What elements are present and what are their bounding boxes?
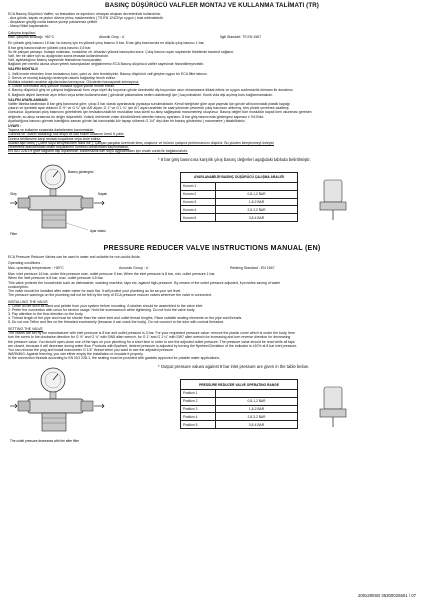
tr-pressure-table — [180, 172, 298, 222]
table-row — [181, 397, 298, 405]
en-table-header: PRESSURE REDUCER VALVE OPERATING RANGE — [181, 380, 298, 389]
tr-table-header: AYARLANABİLİR BASINÇ DÜŞÜRÜCÜ ÇALIŞMA ARALIĞI — [181, 173, 298, 182]
en-install-step: 3. Pay attention to the flow direction on the body. — [8, 312, 84, 317]
en-figure-row — [8, 362, 416, 458]
table-cell: Position 3 — [181, 405, 216, 413]
en-conditions-title: Operating conditions : — [8, 261, 43, 266]
tr-install-step: 2. Servis ve montaj kolaylığı nedeniyle rakorlu bağlantıyı tercih ediniz. — [8, 75, 116, 80]
table-cell: 0,8-1,2 BAR — [216, 190, 298, 198]
tr-intro — [8, 12, 416, 29]
fig-label-gauge: Basınç göstergesi — [68, 170, 94, 175]
en-usage — [8, 272, 416, 297]
table-cell: Konum 3 — [181, 198, 216, 206]
tr-install-step: 4. Basınç düşürücü giriş ve çıkışına bağlanacak boru veya nipel diş boyunun gövde üzerindeki diş boyundan uzun olmamasına dikkat ediniz ve uygun sızdırmazlık elemanı ile donatınız. — [8, 88, 294, 93]
tr-adjust — [8, 102, 416, 123]
fig-label-note: The outlet pressure decreases with the after filter — [10, 439, 80, 444]
en-usage-line: The pressure warnings on the plumbing will not be felt by the help of ECA pressure reducer valves wherever the valve is connected. — [8, 293, 212, 297]
table-cell — [216, 389, 298, 397]
document-code: 200x280SB 35300026601 / 07 — [357, 593, 416, 598]
en-spec-temp: Max. operating temperature : +80°C — [8, 265, 64, 270]
tr-spec-standard: İlgili Standart: TS EN 1567 — [219, 34, 262, 39]
tr-usage-line: 8 bar giriş basıncında en yüksek çıkış basıncı 4,5 bar. — [8, 45, 92, 50]
table-cell: 1,8-2 BAR — [216, 405, 298, 413]
tr-warning-line: Taşıma ve kullanım sırasında darbelerden korunmalıdır. — [8, 128, 95, 133]
en-spec-acoustic: Acoustic Group : U — [118, 265, 149, 270]
en-install — [8, 304, 416, 325]
valve-diagram-tr — [8, 155, 148, 240]
tr-adjust-line: Ayarladığınız basıncı görmek istediğiniz zaman gövde üst kısmındaki kör tapayı sökerek G 1/4" dişi olan bir basınç göstericisi ( manometre ) takabilirsiniz. — [8, 118, 246, 123]
table-row — [181, 421, 298, 429]
tr-adjust-line: değerdir; su akışı sırasında bu değer düşecektir. Volanlı ürünlerde volan döndürülerek istenilen basınç ayarlanır. 8 bar giriş basıncında göstergesi sapması ± %10'dur. — [8, 114, 265, 119]
en-table-block — [148, 362, 356, 458]
en-install-title: INSTALLING THE VALVE — [8, 299, 48, 304]
tr-warnings — [8, 128, 416, 153]
table-row — [181, 214, 298, 222]
table-cell: Position 1 — [181, 389, 216, 397]
tr-table-note: * 8 bar giriş basıncına karşılık çıkış basınç değerleri aşağıdaki tabloda belirtilmiştir. — [158, 157, 311, 163]
en-setting-title: SETTING THE VALVE — [8, 327, 43, 332]
tr-intro-line: - Akışkanın geçtiği conta basma yüzeyi paslanmaz çeliktir. — [8, 19, 98, 24]
table-row — [181, 190, 298, 198]
tr-install — [8, 72, 416, 97]
tr-spec-temp: Max. çalışma sıcaklığı: +80°C — [8, 34, 55, 39]
table-row — [181, 206, 298, 214]
tr-figure-row — [8, 155, 416, 240]
adjustment-knob-icon — [310, 176, 356, 222]
table-cell: 3,8-4 BAR — [216, 421, 298, 429]
tr-intro-line: ECA Basınç Düşürücü Valfler; su tesisatları ve aşındırıcı olmayan akışkan devrelerinde kullanılırlar. — [8, 11, 162, 16]
en-pressure-table — [180, 379, 298, 429]
table-cell: Position 2 — [181, 397, 216, 405]
tr-usage — [8, 41, 416, 66]
valve-diagram-en — [8, 362, 148, 458]
tr-adjust-line: olursunuz. Ayarlanan çıkış basıncını görebilmek için tesisatınızdaki bir musluktan kısa süreli su akışı sağlayarak manometreyi okuyunuz. Basınç değeri tüm musluklar kapalı iken okunması gereken — [8, 110, 312, 115]
en-install-step: 4. Thread length of the pipe and must be shorter than the valve inlet and outlet thread lengths. Place suitable sealing elements on the pipe and threads. — [8, 316, 243, 321]
fig-label-inlet: Giriş — [10, 192, 17, 197]
tr-warning-line: Donma tehlikesine karşı tesisatı boşaltınız veya izole ediniz. — [8, 136, 101, 141]
en-setting-line: turn the screw to the clockwise direction for G ½" and G ¾" with SW5 allen wrench, for G 1" and G 1 ¼" with SW7 allen wrench for increasing and turn reverse direction for decreasing — [8, 335, 291, 340]
table-cell — [216, 182, 298, 190]
tr-table-block — [148, 155, 356, 240]
fig-label-filter: Filtre — [10, 232, 18, 237]
tr-install-step: 3. Gövde üzerindeki akış yönüne mutlaka uygun yönde monte ediniz. — [8, 84, 116, 89]
table-cell: Konum 1 — [181, 182, 216, 190]
table-row — [181, 389, 298, 397]
table-cell: Konum 5 — [181, 214, 216, 222]
tr-usage-line: Bağlantı yeri nerelsi olursa olsun yeterlı basınçlardan değiştirmeniz ECA Basınç düşürücü valfler sayesinde hissedilmeyecektir. — [8, 62, 205, 67]
tr-install-title: VALFİN MONTAJI — [8, 67, 38, 72]
table-row — [181, 182, 298, 190]
en-usage-line: This valve protects the households such as dishwasher, washing machine, taps etc. against high-pressure. By means of the outlet pressure adjusted, it provides saving of water — [8, 280, 281, 285]
en-install-step: 2. Prefer the connection with union for service usage. Hold the screwwrench while tightening. Do not hold the valve body. — [8, 307, 196, 312]
en-intro: ECA Pressure Reducer Valves can be used in water and suitable for non-acidic fluids. — [8, 254, 141, 259]
tr-warning-line: Dezenfeks alanlarındaki ortam koşullarının kontrolü olmasından kaçınılmalıdır. — [8, 144, 130, 149]
table-cell: 2,8-3,2 BAR — [216, 206, 298, 214]
tr-adjust-title: VALFİN AYARLANMASI — [8, 97, 48, 102]
tr-install-step: 5. Bağlantı dişleri üzerinde aşırı teflon veya keten kullanımından ( gövdede çatlamalara neden olabileceği için ) kaçınılmalıdır. Konik vida dişi açılmış boru bağlanmamalıdır. — [8, 92, 274, 97]
en-setting-line: the pressure value. You should open-close one of the taps on your plumbing for a short time in order to see the adjusted outlet pressure. The pressure value should be read while all taps — [8, 339, 295, 344]
en-install-step: 1. Clean all dirt such as sand and pebble from your system before mounting. A strainer should be assembled to the valve inlet. — [8, 303, 204, 308]
table-cell: 2,8-3,2 BAR — [216, 413, 298, 421]
en-usage-line: consumption. — [8, 284, 29, 289]
adjustment-knob-icon — [310, 383, 356, 429]
en-setting — [8, 331, 416, 360]
tr-adjust-line: Valfler fabrika tarafından 8 bar giriş basıncına göre, çıkışı 3 bar olarak ayarlanarak piyasaya sunulmaktadır. Kendi isteğinize göre ayar yapmak için gövde alt kısmındaki plastik kapağı — [8, 102, 290, 107]
en-install-step: 5. Do not use Teflon and flex on the threaded excessively (because it can crack the body). Do not connect to the tube with conical threaded. — [8, 320, 225, 325]
en-setting-line: In the connection threads according to EN ISO 228-1, the sealing must be provided with gaskets approved for potable water applications. — [8, 356, 221, 361]
table-cell: 1,8-2 BAR — [216, 198, 298, 206]
tr-install-step: 1. Valfi monte etmeden önce tesisatınızı kum, çakıl vs. den temizleyiniz. Basınç düşürücü valf girişine uygun bir ECA filtre takınız. — [8, 71, 208, 76]
table-cell: Konum 4 — [181, 206, 216, 214]
tr-install-step: Mutlaka sıkarken anahtar ağızlarından kavrayınız. Gövdeden kavrayarak sıkmayınız. — [8, 80, 140, 85]
tr-usage-line: Valf, her bir daire için su ayağından sonra tesisata kullanılmalıdır. — [8, 53, 109, 58]
table-row — [181, 413, 298, 421]
table-cell: 3,8-4 BAR — [216, 214, 298, 222]
table-cell: Konum 2 — [181, 190, 216, 198]
en-usage-line: When the inlet pressure is 8 bar, max. outlet pressure 4.5 bar. — [8, 276, 104, 281]
table-cell: Position 4 — [181, 413, 216, 421]
table-cell: 0,8-1,2 BAR — [216, 397, 298, 405]
tr-adjust-line: çıkarın ve içerideki ayar vidasını G ½" ve G ¾" için A/5 alyan, G 1" ve G 1 ¼" için A/7 alyan anahtarı ile saat yönünde çevirerek çıkış basıncını arttırmış, ters yönde çevirerek azaltmış — [8, 106, 289, 111]
tr-warning-line: Gümrük ve Ticaret Bakanlığı'nca tespit ve ilan edilen kullanım ömrü 5 yıldır. — [8, 132, 125, 137]
fig-label-screw: Ayar vidası — [90, 229, 106, 234]
tr-warning-line: EN ISO 228-1'e göre bağlantı dişi ölçülerinde, sızdırmazlık tüm suyu uygulamaları için civatlı conta ile bağlanmalıdır. — [8, 149, 188, 154]
en-setting-line: The valves are set by the manufacturer with inlet pressure is 8 bar and outlet pressure is 3 bar. For your requested pressure value; remove the plastic cover which is under the body, then — [8, 331, 296, 336]
en-setting-line: WARNING: Against freezing, you can either empty the installation or insulate it properly. — [8, 352, 144, 357]
tr-warning-line: Sudaki aşırı kireç ( Çöme suyu seviyesinden fazla ise ), Çalışan parçalar üzerinde kireç oluşturur ve ürünün çalışma performansını düşürür. Bu yüzden kireçlenmeyi önleyici — [8, 140, 274, 145]
en-title: PRESSURE REDUCER VALVE INSTRUCTIONS MANUAL (EN) — [103, 243, 321, 253]
en-setting-line: You can remove the plug and install manometer G 1/4" thread when you want to see the adjusted pressure. — [8, 347, 175, 352]
tr-intro-line: - Manşi Nikel kaplamalıdır. — [8, 23, 50, 28]
tr-usage-line: Su ile çalışan çamaşır, bulaşık makinası, musluklar vb. cihazları yüksek basınçtan korur. Çıkış basıncı ayarı sayesinde tüketimde tasarruf sağlanır. — [8, 49, 235, 54]
tr-warning-title: UYARI : — [8, 123, 22, 128]
tr-conditions-title: Çalışma koşulları: — [8, 30, 36, 35]
tr-title: BASINÇ DÜŞÜRÜCÜ VALFLER MONTAJ VE KULLANMA TALİMATI (TR) — [105, 2, 319, 9]
en-setting-line: are closed, because it will decrease during water flow. Products with flywheel, desired pressure is adjusted by turning the flywheel.Deviation of the indicator is ±10% at 8 bar inlet pressure. — [8, 343, 298, 348]
en-usage-line: Max. inlet pressure 16 bar, under this pressure max. outlet pressure 5 bar; When the inlet pressure is 8 bar, min. outlet pressure 1 bar, — [8, 272, 216, 277]
fig-label-cap: Kapak — [98, 192, 108, 197]
en-spec-standard: Relating Standard : EN 1567 — [229, 265, 275, 270]
table-row — [181, 198, 298, 206]
tr-usage-line: En yüksek giriş basıncı 16 bar, bu basınç için en yüksek çıkış basıncı 5 bar, 8 bar giriş basıncında en düşük çıkış basıncı 1 bar, — [8, 41, 205, 46]
table-row — [181, 405, 298, 413]
en-table-note: * Output pressure values against 8 bar inlet pressure are given in the table below. — [158, 364, 309, 370]
tr-spec-acoustic: Akustik Grup : U — [98, 34, 125, 39]
tr-intro-line: - Ana gövde, kapak ve piston dövme pirinç malzemeden ( TS EN 12420'ye uygun ) imal edilmektedir. — [8, 15, 164, 20]
tr-usage-line: Valf, ayarladığınız basınç sayesinde tesisatınızı koruyacaktır. — [8, 58, 103, 63]
en-usage-line: The valve should be installed after water meter for each flat. It will protect your plumbing as far as your set level. — [8, 288, 182, 293]
table-cell: Position 5 — [181, 421, 216, 429]
